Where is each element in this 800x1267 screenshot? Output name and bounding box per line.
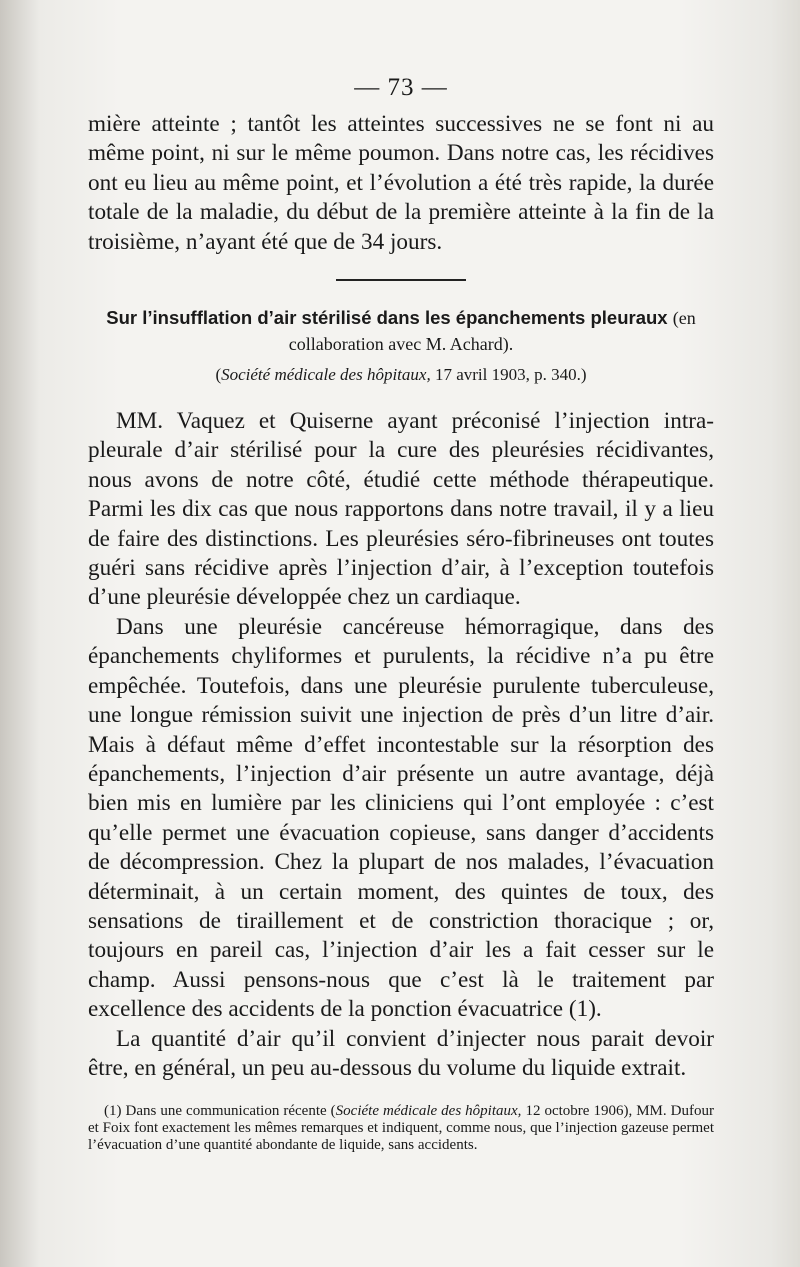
- footnote-before: (1) Dans une communication récente (: [104, 1103, 336, 1120]
- footnote: [88, 1103, 714, 1154]
- article-title: [98, 305, 704, 357]
- article-collaboration: (en collaboration avec M. Achard).: [288, 308, 696, 355]
- footnote-after: 12 octobre 1906), MM. Dufour et Foix font exactement les mêmes remarques et indiquent, comme nous, que l’injection gazeuse permet l’évacuation d’une quantité abondante de liquide, sans accidents.: [88, 1103, 714, 1154]
- article-title-text: Sur l’insufflation d’air stérilisé dans les épanchements pleuraux: [106, 307, 668, 329]
- reference-details: 17 avril 1903, p. 340.): [430, 365, 587, 385]
- reference-journal: Société médicale des hôpitaux,: [221, 365, 431, 385]
- reference-open: (: [215, 365, 222, 385]
- section-divider: [336, 279, 466, 281]
- intro-paragraph: mière atteinte ; tantôt les atteintes successives ne se font ni au même point, ni sur le même poumon. Dans notre cas, les récidives ont eu lieu au même point, et l’évolution a été très rapide, la durée totale de la maladie, du début de la première atteinte à la fin de la troisième, n’ayant été que de 34 jours.: [88, 111, 714, 255]
- footnote-journal: Sociéte médicale des hôpitaux,: [335, 1103, 522, 1120]
- article-reference: [88, 365, 714, 385]
- page-number: — 73 —: [354, 74, 448, 101]
- body-paragraph-1: MM. Vaquez et Quiserne ayant préconisé l’injection intra-pleurale d’air stérilisé pour la cure des pleurésies récidivantes, nous avons de notre côté, étudié cette méthode thérapeutique. Parmi les dix cas que nous rapportons dans notre travail, il y a lieu de faire des distinctions. Les pleurésies séro-fibrineuses ont toutes guéri sans récidive après l’injection d’air, à l’exception toutefois d’une pleurésie développée chez un cardiaque.: [88, 408, 714, 611]
- body-paragraph-3: La quantité d’air qu’il convient d’injecter nous parait devoir être, en général, un peu au-dessous du volume du liquide extrait.: [88, 1025, 714, 1081]
- body-paragraph-2: Dans une pleurésie cancéreuse hémorragique, dans des épanchements chyliformes et purulents, la récidive n’a pu être empêchée. Toutefois, dans une pleurésie purulente tuberculeuse, une longue rémission suivit une injection de près d’un litre d’air. Mais à défaut même d’effet incontestable sur la résorption des épanchements, l’injection d’air présente un autre avantage, déjà bien mis en lumière par les cliniciens qui l’ont employée : c’est qu’elle permet une évacuation copieuse, sans danger d’accidents de décompression. Chez la plupart de nos malades, l’évacuation déterminait, à un certain moment, des quintes de toux, des sensations de tiraillement et de constriction thoracique ; or, toujours en pareil cas, l’injection d’air les a fait cesser sur le champ. Aussi pensons-nous que c’est là le traitement par excellence des accidents de la ponction évacuatrice (1).: [88, 613, 714, 1023]
- page-content: [88, 74, 714, 1154]
